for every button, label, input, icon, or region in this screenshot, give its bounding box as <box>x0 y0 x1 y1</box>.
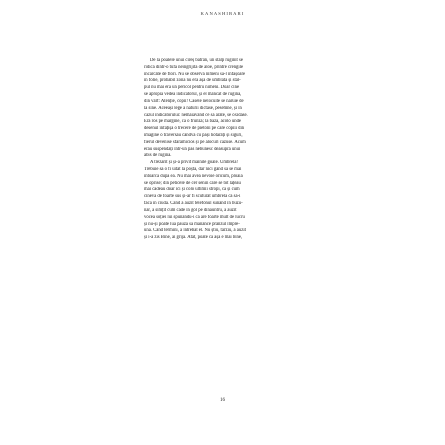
text-line: Trebuie să o fi uitat la poștă, dar nici gând să se mai <box>144 167 242 172</box>
text-line: și nu-și poate lua pauză să mănânce prânzul împre- <box>144 221 240 227</box>
text-line: din vârf: Atenție, copii! Casele nelocuite se năruie de <box>144 98 244 104</box>
text-line: ună. Când termini, a întrebat el. Nu știu, târziu, a auzit <box>144 228 246 234</box>
text-line: se oprise; din peticele de cer senin care se tot lățeau <box>144 180 241 186</box>
text-line: facă în ciudă. Când a auzit telefonul sunând în buzu- <box>144 201 243 207</box>
text-line: nar, a simțit cum cade în gol pe dinăuntru, a auzit <box>144 207 237 213</box>
text-line: De la poalele unui cireș bătrân, un stâlp ruginit se <box>150 58 243 63</box>
text-line: cazul indicatorului: nemaiavând ce să arate, se oxidase. <box>144 112 248 118</box>
text-line: ridica dintr-o tufă neîngrijită de aloe, printre crengile <box>144 64 244 70</box>
text-line: fierul devenise sfărâmicios și pe alocuri căzuse. Acum <box>144 139 246 145</box>
text-line: imagine o traversau cândva cu pași hotărâți și siguri, <box>144 132 243 138</box>
running-head: KANASHIBARI <box>200 11 245 16</box>
text-line: vocea soției lui spunându-i că are foarte mult de lucru <box>144 214 245 220</box>
text-line: A trezărit și și-a privit mâinile goale. Umbrela! <box>150 160 238 166</box>
text-line: la sine. Aceeași lege a naturii dictase, pesemne, și în <box>144 105 242 111</box>
text-line: pul nu mai era un pericol pentru nimeni. Doar cine <box>144 85 240 91</box>
text-line: se apropia vedea indicatorul, și el mâncat de rugină, <box>144 92 242 98</box>
text-line: mai cădeau doar ici și colo ultimii stropi, ca și cum <box>144 187 240 193</box>
text-line: cineva de foarte sus și-ar fi scuturat umbrela ca să-i <box>144 194 241 200</box>
text-line: și i-a zis Bine, ai grijă. Atât, poate că așa e mai bine, <box>144 235 243 241</box>
page-number: 16 <box>220 398 225 403</box>
body-text <box>144 58 302 242</box>
text-line: abis de rugină. <box>144 153 172 159</box>
text-line: încărcate de flori. Nu se observa nimeni să-l înfășoare <box>144 71 246 77</box>
text-line: întoarcă după ea. Nu mai avea nevoie oricum, ploaia <box>144 173 243 179</box>
text-line: Era ros pe margine, ca o frunză; la bază, acolo unde <box>144 119 242 125</box>
text-line: în folie, probabil zona nu era așa de umblată și stâl- <box>144 78 241 84</box>
text-line: desenul înfățișa o trecere de pietoni pe care copiii din <box>144 126 245 132</box>
text-line: erau suspendați într-un pas nebunesc deasupra unui <box>144 146 241 152</box>
